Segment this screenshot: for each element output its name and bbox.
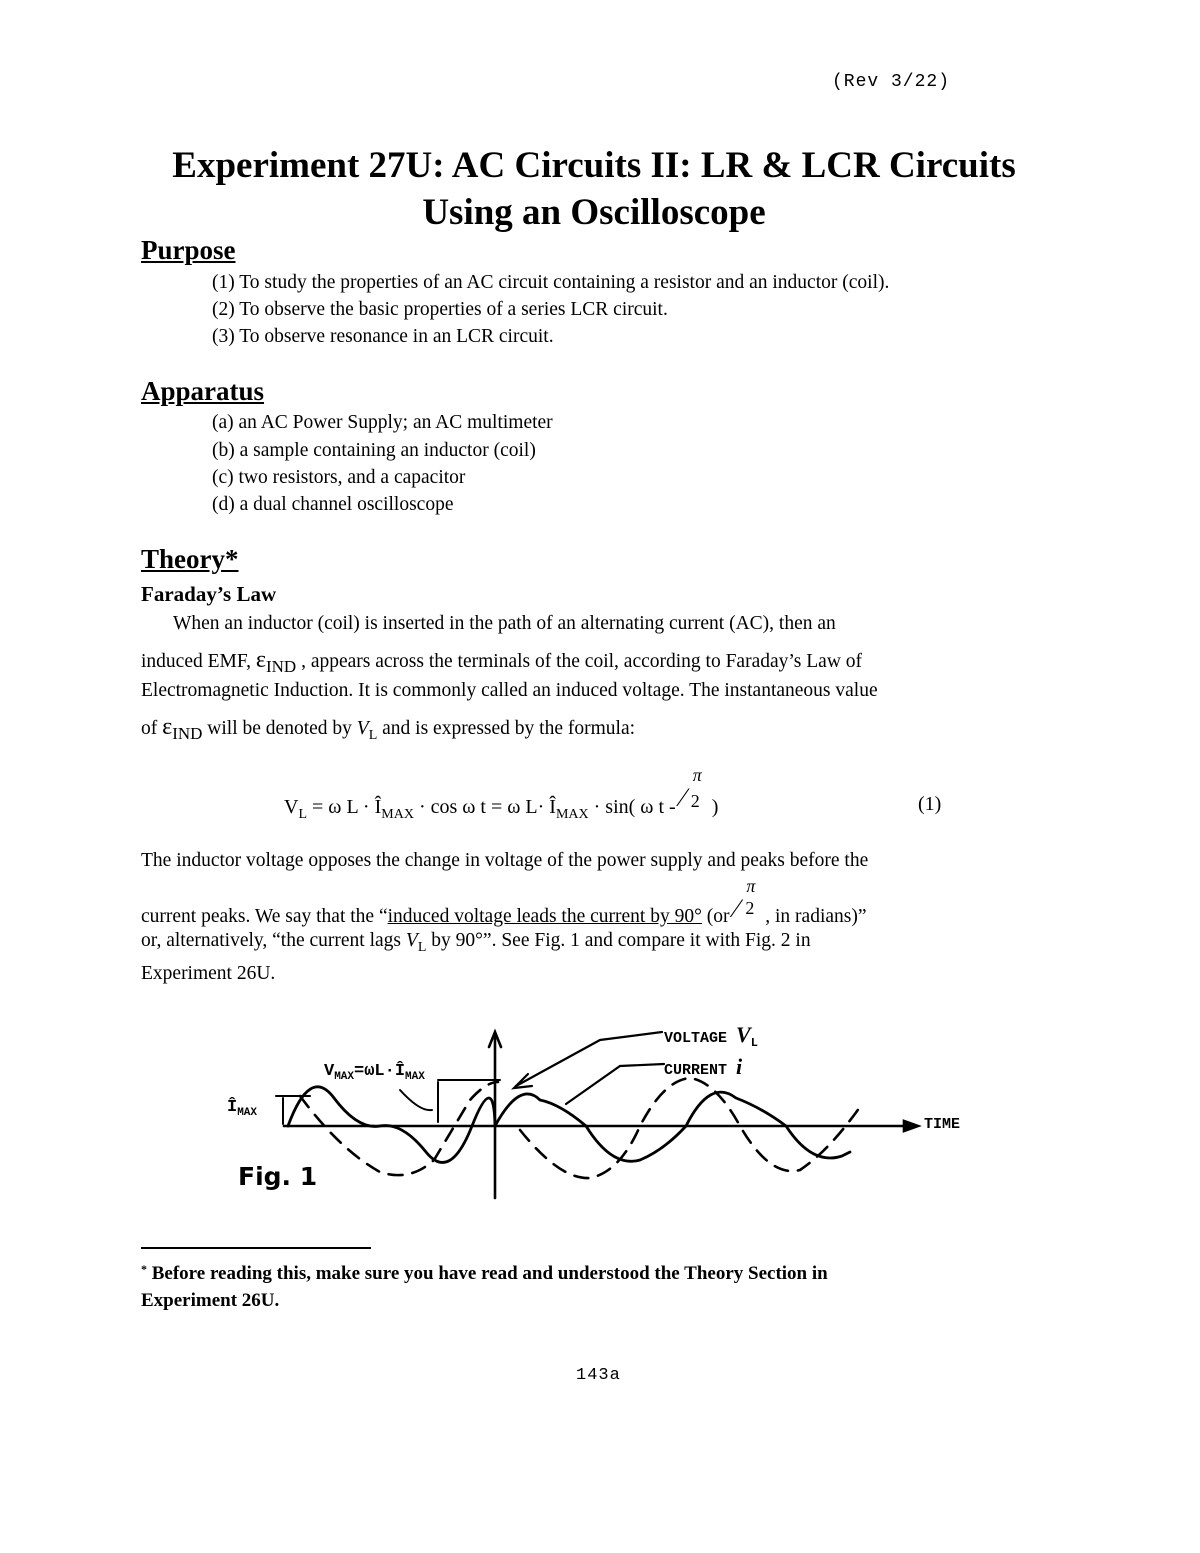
current-label: CURRENT i	[664, 1054, 743, 1079]
faraday-subheading: Faraday’s Law	[141, 582, 277, 606]
equation-1: $V_L = \omega$ $L \cdot Î_{MAX} \cdot \cos \omega$ t = ω $L\cdot Î_{MAX} \cdot \sin$( ω t - π ⁄ 2 )	[284, 765, 719, 822]
title-line-2: Using an Oscilloscope	[422, 192, 766, 233]
apparatus-item: (c) two resistors, and a capacitor	[212, 467, 466, 488]
equation-number: (1)	[918, 793, 942, 815]
revision-label: (Rev 3/22)	[832, 72, 951, 92]
emf-symbol: ε	[255, 647, 266, 673]
apparatus-heading: Apparatus	[141, 376, 265, 406]
apparatus-item: (d) a dual channel oscilloscope	[212, 494, 454, 515]
theory-paragraph-line: The inductor voltage opposes the change in voltage of the power supply and peaks before the	[141, 850, 869, 871]
footnote-marker: *	[141, 1262, 147, 1276]
time-label: TIME	[924, 1116, 961, 1133]
title-line-1: Experiment 27U: AC Circuits II: LR & LCR Circuits	[172, 145, 1016, 186]
footnote-divider	[141, 1247, 371, 1249]
page-number: 143a	[576, 1366, 621, 1385]
footnote: * Before reading this, make sure you have read and understood the Theory Section in Experiment 26U.	[141, 1262, 828, 1311]
purpose-heading: Purpose	[141, 235, 236, 265]
theory-paragraph-line: When an inductor (coil) is inserted in the path of an alternating current (AC), then an	[173, 613, 836, 634]
theory-paragraph-line: Electromagnetic Induction. It is commonly called an induced voltage. The instantaneous value	[141, 680, 878, 701]
theory-paragraph-line: current peaks. We say that the “induced voltage leads the current by 90° (or π ⁄ 2 , in radians)”	[141, 876, 867, 927]
current-waveform	[288, 1087, 495, 1163]
theory-paragraph-line: of εIND will be denoted by $V_L$ and is expressed by the formula:	[141, 714, 636, 743]
purpose-item: (1) To study the properties of an AC circuit containing a resistor and an inductor (coil).	[212, 272, 890, 293]
lead-statement: induced voltage leads the current by 90°	[387, 906, 702, 927]
time-axis-arrow	[904, 1121, 918, 1131]
theory-paragraph-line: induced EMF, εIND , appears across the terminals of the coil, according to Faraday’s Law of	[141, 647, 863, 676]
theory-paragraph-line: or, alternatively, “the current lags $V_L$ by 90°”. See Fig. 1 and compare it with Fig. 2 in	[141, 930, 811, 955]
purpose-item: (2) To observe the basic properties of a series LCR circuit.	[212, 299, 668, 320]
purpose-item: (3) To observe resonance in an LCR circuit.	[212, 326, 554, 347]
theory-heading: Theory*	[141, 544, 239, 574]
apparatus-item: (b) a sample containing an inductor (coil)	[212, 440, 536, 461]
apparatus-item: (a) an AC Power Supply; an AC multimeter	[212, 412, 553, 433]
theory-paragraph-line: Experiment 26U.	[141, 963, 276, 984]
voltage-label: VOLTAGE $V_L$	[664, 1022, 758, 1050]
figure-caption: Fig. 1	[238, 1162, 318, 1191]
imax-label: $Î_{MAX}$	[227, 1098, 258, 1119]
vmax-label: $V_{MAX}=\omega L\cdot Î_{MAX}$	[324, 1062, 425, 1083]
